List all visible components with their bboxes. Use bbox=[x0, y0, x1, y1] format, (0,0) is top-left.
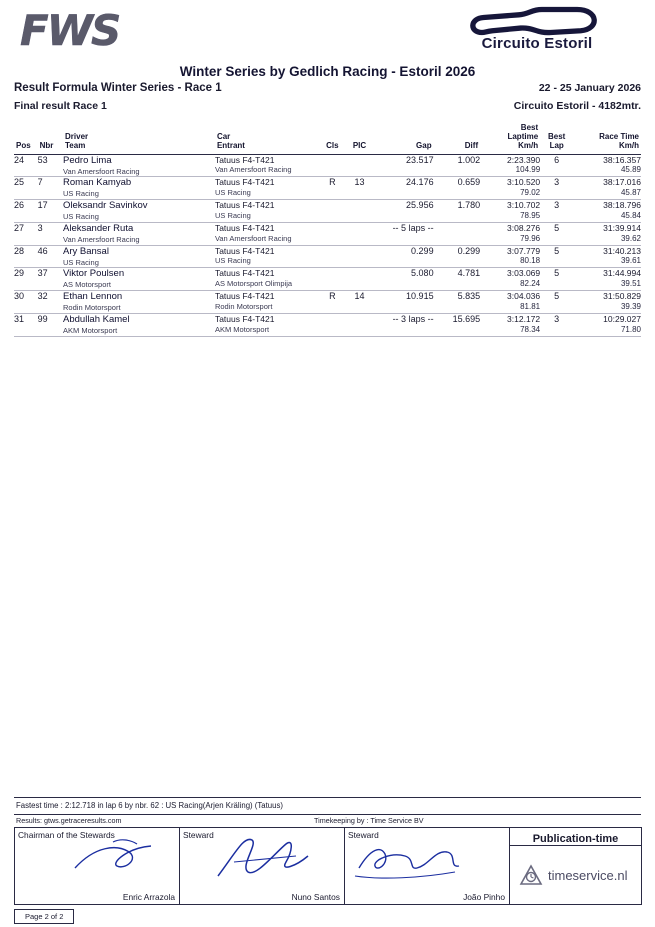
cell-driver bbox=[63, 313, 215, 335]
car-entrant: Van Amersfoort Racing bbox=[214, 165, 292, 175]
car-model: Tatuus F4-T421 bbox=[214, 268, 275, 279]
chairman-signature-cell bbox=[15, 828, 180, 905]
cell-pic bbox=[345, 268, 374, 290]
footer-meta-row bbox=[14, 814, 641, 827]
subtitle-row-1 bbox=[14, 82, 641, 99]
cell-best-laptime bbox=[480, 222, 540, 244]
timeservice-logo-text: timeservice.nl bbox=[548, 867, 628, 883]
cell-best-laptime bbox=[480, 268, 540, 290]
cell-pic: 13 bbox=[354, 177, 365, 188]
timeservice-logo bbox=[518, 862, 627, 888]
cell-best-laptime bbox=[480, 245, 540, 267]
car-entrant: AKM Motorsport bbox=[214, 324, 270, 334]
header-car-entrant: Car Entrant bbox=[216, 132, 245, 151]
car-model: Tatuus F4-T421 bbox=[214, 291, 275, 302]
cell-race-time bbox=[573, 313, 641, 335]
cell-driver bbox=[63, 291, 215, 313]
cell-race-time bbox=[573, 177, 641, 199]
cell-nbr: 99 bbox=[37, 313, 48, 324]
race-time: 31:40.213 bbox=[603, 245, 641, 256]
cell-car bbox=[215, 200, 320, 222]
fws-logo: FWS bbox=[20, 6, 120, 55]
best-laptime-kmh: 104.99 bbox=[515, 165, 541, 175]
cell-best-lap: 5 bbox=[554, 268, 560, 279]
final-result-line: Final result Race 1 bbox=[14, 100, 107, 112]
cell-car bbox=[215, 313, 320, 335]
car-model: Tatuus F4-T421 bbox=[214, 245, 275, 256]
best-laptime-kmh: 79.02 bbox=[520, 188, 541, 198]
race-time: 10:29.027 bbox=[603, 313, 641, 324]
driver-name: Abdullah Kamel bbox=[63, 313, 130, 325]
header-diff: Diff bbox=[464, 141, 479, 151]
cell-diff: 0.659 bbox=[457, 177, 481, 188]
car-entrant: Van Amersfoort Racing bbox=[214, 233, 292, 243]
results-table bbox=[14, 123, 641, 337]
header-best-laptime: Best Laptime Km/h bbox=[507, 123, 539, 151]
header-driver-team: Driver Team bbox=[65, 132, 89, 151]
cell-pic: 14 bbox=[354, 291, 365, 302]
race-kmh: 45.87 bbox=[620, 188, 641, 198]
steward2-name: João Pinho bbox=[463, 892, 505, 902]
cell-best-lap: 5 bbox=[554, 222, 560, 233]
best-laptime: 3:12.172 bbox=[507, 313, 541, 324]
cell-driver bbox=[63, 268, 215, 290]
cell-diff: 15.695 bbox=[452, 313, 481, 324]
driver-team: Van Amersfoort Racing bbox=[63, 166, 140, 176]
cell-best-laptime bbox=[480, 177, 540, 199]
best-laptime-kmh: 81.81 bbox=[520, 301, 541, 311]
cell-gap: 0.299 bbox=[411, 245, 434, 256]
best-laptime: 3:04.036 bbox=[507, 291, 541, 302]
cell-cls bbox=[320, 245, 345, 267]
best-laptime: 3:10.702 bbox=[507, 200, 541, 211]
cell-pos: 27 bbox=[14, 222, 25, 233]
steward1-signature-cell bbox=[180, 828, 345, 905]
table-row bbox=[14, 177, 641, 199]
driver-team: Van Amersfoort Racing bbox=[63, 234, 140, 244]
cell-pos: 24 bbox=[14, 154, 25, 165]
signature-table bbox=[14, 827, 642, 905]
race-time: 31:39.914 bbox=[603, 222, 641, 233]
car-model: Tatuus F4-T421 bbox=[214, 222, 275, 233]
clock-icon bbox=[518, 862, 544, 888]
cell-driver bbox=[63, 200, 215, 222]
cell-best-lap: 5 bbox=[554, 291, 560, 302]
race-time: 38:18.796 bbox=[603, 200, 641, 211]
table-row bbox=[14, 245, 641, 267]
cell-gap: 23.517 bbox=[406, 154, 434, 165]
best-laptime-kmh: 78.34 bbox=[520, 324, 541, 334]
cell-driver bbox=[63, 154, 215, 176]
best-laptime: 3:03.069 bbox=[507, 268, 541, 279]
best-laptime-kmh: 82.24 bbox=[520, 279, 541, 289]
driver-name: Roman Kamyab bbox=[63, 177, 132, 189]
cell-nbr: 3 bbox=[37, 222, 43, 233]
car-model: Tatuus F4-T421 bbox=[214, 313, 275, 324]
cell-pos: 25 bbox=[14, 177, 25, 188]
driver-team: Rodin Motorsport bbox=[63, 303, 121, 313]
cell-pos: 30 bbox=[14, 291, 25, 302]
cell-nbr: 37 bbox=[37, 268, 48, 279]
cell-pic bbox=[345, 154, 374, 176]
steward1-signature-mark bbox=[200, 832, 350, 884]
best-laptime: 3:10.520 bbox=[507, 177, 541, 188]
cell-gap: 24.176 bbox=[406, 177, 434, 188]
cell-diff: 5.835 bbox=[457, 291, 481, 302]
table-header-row bbox=[14, 123, 641, 152]
race-kmh: 39.51 bbox=[620, 279, 641, 289]
cell-cls bbox=[320, 222, 345, 244]
car-entrant: US Racing bbox=[214, 256, 251, 266]
cell-driver bbox=[63, 222, 215, 244]
steward2-signature-cell bbox=[345, 828, 510, 905]
best-laptime: 2:23.390 bbox=[507, 154, 541, 165]
cell-pic bbox=[345, 200, 374, 222]
header-nbr: Nbr bbox=[39, 141, 54, 151]
result-series-line: Result Formula Winter Series - Race 1 bbox=[14, 82, 222, 94]
driver-name: Pedro Lima bbox=[63, 154, 112, 166]
best-laptime-kmh: 78.95 bbox=[520, 210, 541, 220]
car-entrant: Rodin Motorsport bbox=[214, 301, 273, 311]
driver-team: US Racing bbox=[63, 257, 99, 267]
steward2-signature-mark bbox=[351, 838, 501, 886]
cell-cls: R bbox=[329, 291, 336, 302]
driver-team: US Racing bbox=[63, 189, 99, 199]
cell-pos: 26 bbox=[14, 200, 25, 211]
steward2-label: Steward bbox=[348, 830, 379, 840]
driver-team: AS Motorsport bbox=[63, 280, 111, 290]
circuit-logo bbox=[437, 6, 637, 52]
cell-cls bbox=[320, 154, 345, 176]
subtitle-row-2 bbox=[14, 100, 641, 117]
race-kmh: 45.89 bbox=[620, 165, 641, 175]
cell-gap: -- 3 laps -- bbox=[392, 313, 434, 324]
cell-pic bbox=[345, 245, 374, 267]
circuit-track-icon bbox=[466, 6, 607, 36]
best-laptime: 3:07.779 bbox=[507, 245, 541, 256]
cell-pos: 29 bbox=[14, 268, 25, 279]
page-number: Page 2 of 2 bbox=[14, 909, 74, 924]
cell-pos: 28 bbox=[14, 245, 25, 256]
cell-gap: -- 5 laps -- bbox=[392, 222, 434, 233]
cell-race-time bbox=[573, 291, 641, 313]
chairman-label: Chairman of the Stewards bbox=[18, 830, 115, 840]
cell-pos: 31 bbox=[14, 313, 25, 324]
timekeeping-note: Timekeeping by : Time Service BV bbox=[314, 816, 424, 825]
cell-car bbox=[215, 268, 320, 290]
publication-title: Publication-time bbox=[532, 833, 619, 845]
cell-gap: 5.080 bbox=[411, 268, 434, 279]
race-time: 31:50.829 bbox=[603, 291, 641, 302]
steward1-name: Nuno Santos bbox=[291, 892, 340, 902]
table-row bbox=[14, 200, 641, 222]
header-pos: Pos bbox=[16, 141, 31, 151]
cell-car bbox=[215, 177, 320, 199]
race-kmh: 71.80 bbox=[620, 324, 641, 334]
table-row bbox=[14, 268, 641, 290]
cell-diff: 0.299 bbox=[457, 245, 481, 256]
race-kmh: 39.62 bbox=[620, 233, 641, 243]
cell-nbr: 46 bbox=[37, 245, 48, 256]
table-row bbox=[14, 291, 641, 313]
cell-pic bbox=[345, 222, 374, 244]
cell-cls bbox=[320, 268, 345, 290]
driver-name: Aleksander Ruta bbox=[63, 222, 134, 234]
car-model: Tatuus F4-T421 bbox=[214, 200, 275, 211]
cell-gap: 10.915 bbox=[406, 291, 434, 302]
cell-best-laptime bbox=[480, 291, 540, 313]
cell-best-laptime bbox=[480, 200, 540, 222]
cell-race-time bbox=[573, 222, 641, 244]
cell-race-time bbox=[573, 245, 641, 267]
cell-diff: 1.002 bbox=[457, 154, 481, 165]
chairman-name: Enric Arrazola bbox=[122, 892, 175, 902]
header-cls: Cls bbox=[326, 141, 339, 151]
cell-car bbox=[215, 291, 320, 313]
cell-driver bbox=[63, 177, 215, 199]
header-pic: PIC bbox=[352, 141, 367, 151]
driver-name: Viktor Poulsen bbox=[63, 268, 125, 280]
cell-cls bbox=[320, 313, 345, 335]
cell-best-lap: 3 bbox=[554, 200, 560, 211]
publication-cell bbox=[510, 828, 642, 905]
circuit-logo-name: Circuito Estoril bbox=[481, 35, 593, 52]
best-laptime: 3:08.276 bbox=[507, 222, 541, 233]
results-url: Results: gtws.getraceresults.com bbox=[16, 816, 122, 825]
cell-best-lap: 3 bbox=[554, 177, 560, 188]
steward1-label: Steward bbox=[183, 830, 214, 840]
driver-name: Ary Bansal bbox=[63, 245, 109, 257]
cell-best-lap: 5 bbox=[554, 245, 560, 256]
cell-cls: R bbox=[329, 177, 336, 188]
cell-race-time bbox=[573, 154, 641, 176]
cell-race-time bbox=[573, 200, 641, 222]
driver-name: Oleksandr Savinkov bbox=[63, 200, 148, 212]
timeservice-logo-box bbox=[510, 845, 641, 904]
cell-diff: 4.781 bbox=[457, 268, 481, 279]
row-separator bbox=[14, 336, 641, 337]
cell-nbr: 32 bbox=[37, 291, 48, 302]
race-kmh: 39.61 bbox=[620, 256, 641, 266]
car-model: Tatuus F4-T421 bbox=[214, 177, 275, 188]
circuit-info: Circuito Estoril - 4182mtr. bbox=[513, 100, 641, 112]
cell-car bbox=[215, 222, 320, 244]
cell-diff bbox=[434, 222, 481, 244]
best-laptime-kmh: 79.96 bbox=[520, 233, 541, 243]
cell-nbr: 53 bbox=[37, 154, 48, 165]
header-best-lap: Best Lap bbox=[548, 132, 566, 151]
cell-best-lap: 3 bbox=[554, 313, 560, 324]
fastest-lap-note: Fastest time : 2:12.718 in lap 6 by nbr. 62 : US Racing(Arjen Kräling) (Tatuus) bbox=[16, 801, 283, 810]
table-row bbox=[14, 222, 641, 244]
car-entrant: US Racing bbox=[214, 210, 251, 220]
car-model: Tatuus F4-T421 bbox=[214, 154, 275, 165]
driver-team: US Racing bbox=[63, 212, 99, 222]
cell-best-lap: 6 bbox=[554, 154, 560, 165]
race-time: 38:16.357 bbox=[603, 154, 641, 165]
cell-driver bbox=[63, 245, 215, 267]
event-dates: 22 - 25 January 2026 bbox=[538, 82, 641, 94]
best-laptime-kmh: 80.18 bbox=[520, 256, 541, 266]
header-race-time: Race Time Km/h bbox=[599, 132, 639, 151]
cell-race-time bbox=[573, 268, 641, 290]
cell-best-laptime bbox=[480, 313, 540, 335]
car-entrant: US Racing bbox=[214, 188, 251, 198]
cell-best-laptime bbox=[480, 154, 540, 176]
cell-nbr: 7 bbox=[37, 177, 43, 188]
document-footer bbox=[14, 797, 641, 905]
cell-gap: 25.956 bbox=[406, 200, 434, 211]
race-time: 38:17.016 bbox=[603, 177, 641, 188]
table-body bbox=[14, 154, 641, 336]
cell-cls bbox=[320, 200, 345, 222]
race-time: 31:44.994 bbox=[603, 268, 641, 279]
cell-car bbox=[215, 154, 320, 176]
table-row bbox=[14, 313, 641, 335]
document-header bbox=[14, 0, 641, 62]
race-kmh: 39.39 bbox=[620, 301, 641, 311]
driver-name: Ethan Lennon bbox=[63, 291, 123, 303]
car-entrant: AS Motorsport Olimpija bbox=[214, 279, 293, 289]
cell-car bbox=[215, 245, 320, 267]
cell-pic bbox=[345, 313, 374, 335]
cell-diff: 1.780 bbox=[457, 200, 481, 211]
cell-nbr: 17 bbox=[37, 200, 48, 211]
driver-team: AKM Motorsport bbox=[63, 325, 118, 335]
document-title: Winter Series by Gedlich Racing - Estoril 2026 bbox=[179, 64, 476, 79]
race-kmh: 45.84 bbox=[620, 210, 641, 220]
header-gap: Gap bbox=[416, 141, 432, 151]
table-row bbox=[14, 154, 641, 176]
